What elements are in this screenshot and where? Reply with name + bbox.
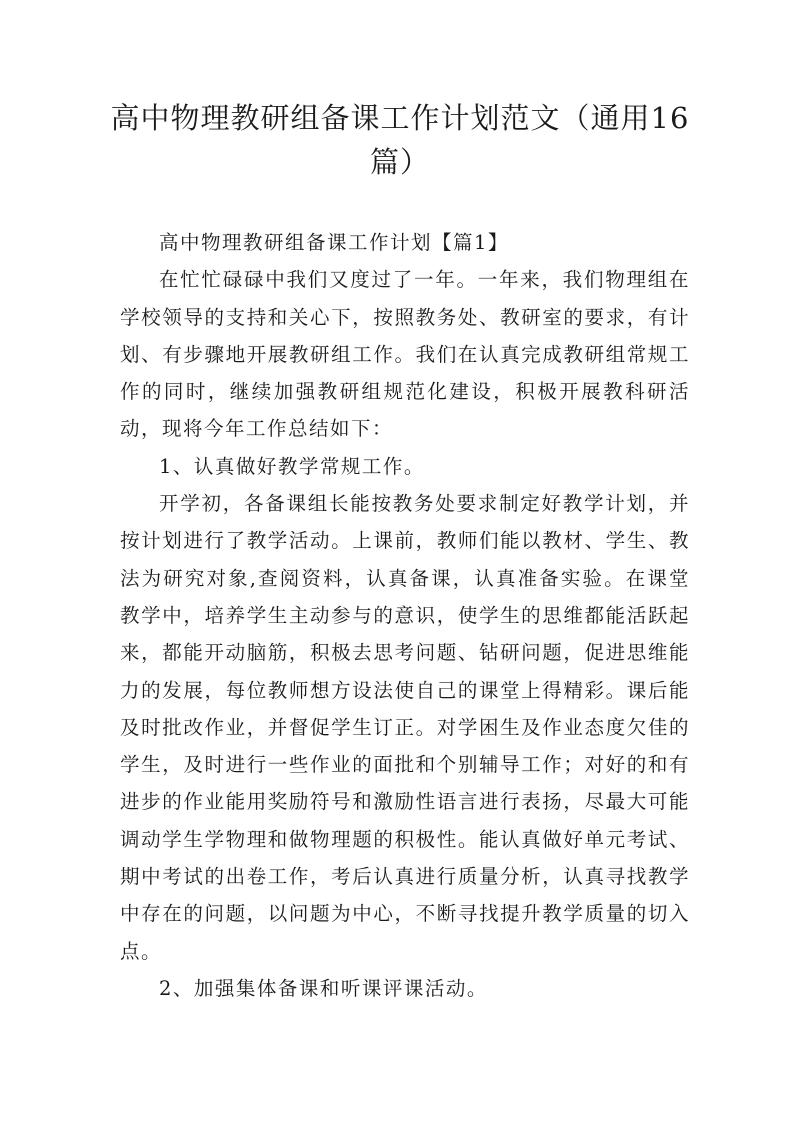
intro-paragraph: 在忙忙碌碌中我们又度过了一年。一年来，我们物理组在学校领导的支持和关心下，按照教务处、教研室的要求，有计划、有步骤地开展教研组工作。我们在认真完成教研组常规工作的同时，继续加强教研组规范化建设，积极开展教科研活动，现将今年工作总结如下： bbox=[120, 268, 690, 441]
section-heading-1: 高中物理教研组备课工作计划【篇1】 bbox=[159, 231, 509, 254]
document-title: 高中物理教研组备课工作计划范文（通用16篇） bbox=[110, 101, 690, 179]
body-paragraph: 开学初，各备课组长能按教务处要求制定好教学计划，并按计划进行了教学活动。上课前，教师们能以教材、学生、教法为研究对象,查阅资料，认真备课，认真准备实验。在课堂教学中，培养学生主动参与的意识，使学生的思维都能活跃起来，都能开动脑筋，积极去思考问题、钻研问题，促进思维能力的发展，每位教师想方设法使自己的课堂上得精彩。课后能及时批改作业，并督促学生订正。对学困生及作业态度欠佳的学生，及时进行一些作业的面批和个别辅导工作；对好的和有进步的作业能用奖励符号和激励性语言进行表扬，尽最大可能调动学生学物理和做物理题的积极性。能认真做好单元考试、期中考试的出卷工作，考后认真进行质量分析，认真寻找教学中存在的问题，以问题为中心，不断寻找提升教学质量的切入点。 bbox=[120, 492, 690, 963]
list-item-heading-1: 1、认真做好教学常规工作。 bbox=[159, 454, 425, 478]
document-body bbox=[120, 224, 690, 1007]
list-item-heading-2: 2、加强集体备课和听课评课活动。 bbox=[159, 976, 488, 1000]
